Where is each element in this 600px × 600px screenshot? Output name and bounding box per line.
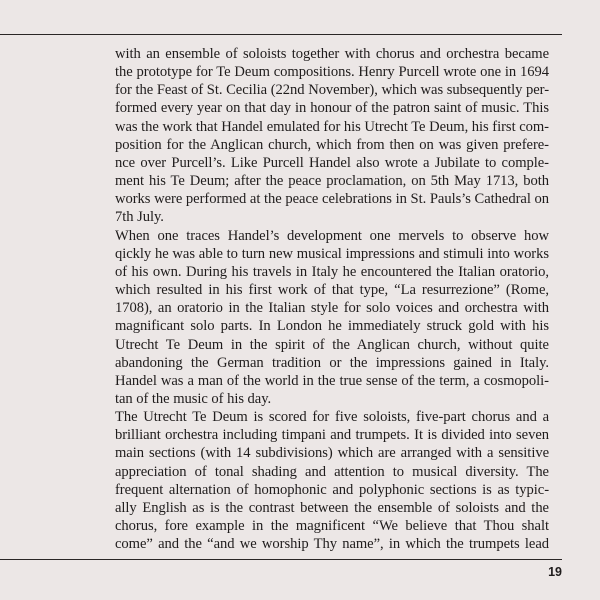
- text-line: come” and the “and we worship Thy name”, in which the trumpets lead: [115, 536, 549, 553]
- text-line: Utrecht Te Deum in the spirit of the Anglican church, without quite: [115, 336, 549, 353]
- text-line: with an ensemble of soloists together with chorus and orchestra became: [115, 46, 549, 62]
- text-line: formed every year on that day in honour of the patron saint of music. This: [115, 100, 549, 117]
- body-text: [115, 45, 549, 553]
- text-line: 7th July.: [115, 209, 164, 226]
- text-line: was the work that Handel emulated for his Utrecht Te Deum, his first com-: [115, 118, 549, 135]
- text-line: works were performed at the peace celebrations in St. Pauls’s Cathedral on: [115, 191, 549, 208]
- text-line: appreciation of tonal shading and attention to musical diversity. The: [115, 463, 549, 480]
- text-line: ment his Te Deum; after the peace proclamation, on 5th May 1713, both: [115, 173, 549, 190]
- text-line: position for the Anglican church, which from then on was given prefere-: [115, 136, 549, 153]
- text-line: for the Feast of St. Cecilia (22nd November), which was subsequently per-: [115, 82, 549, 99]
- page-number: 19: [548, 565, 562, 579]
- top-rule: [0, 34, 562, 35]
- text-line: brilliant orchestra including timpani and trumpets. It is divided into seven: [115, 427, 549, 444]
- paragraph-purcell: [115, 45, 549, 227]
- text-line: chorus, fore example in the magnificent “We believe that Thou shalt: [115, 518, 549, 535]
- text-line: frequent alternation of homophonic and polyphonic sections is as typic-: [115, 481, 549, 498]
- text-line: of his own. During his travels in Italy he encountered the Italian oratorio,: [115, 263, 549, 280]
- text-line: ally English as is the contrast between the ensemble of soloists and the: [115, 499, 549, 516]
- text-line: abandoning the German tradition or the impressions gained in Italy.: [115, 354, 549, 371]
- text-line: tan of the music of his day.: [115, 390, 272, 407]
- text-line: Handel was a man of the world in the true sense of the term, a cosmopoli-: [115, 372, 549, 389]
- paragraph-handel-development: [115, 227, 549, 409]
- text-line: which resulted in his first work of that type, “La resurrezione” (Rome,: [115, 282, 549, 299]
- text-line: The Utrecht Te Deum is scored for five soloists, five-part chorus and a: [115, 409, 549, 426]
- bottom-rule: [0, 559, 562, 560]
- text-line: nce over Purcell’s. Like Purcell Handel also wrote a Jubilate to comple-: [115, 154, 549, 171]
- text-line: main sections (with 14 subdivisions) which are arranged with a sensitive: [115, 445, 549, 462]
- text-line: magnificant solo parts. In London he immediately struck gold with his: [115, 318, 549, 335]
- text-line: the prototype for Te Deum compositions. Henry Purcell wrote one in 1694: [115, 64, 549, 81]
- text-line: 1708), an oratorio in the Italian style for solo voices and orchestra with: [115, 300, 549, 317]
- paragraph-utrecht-scoring: [115, 408, 549, 553]
- text-line: qickly he was able to turn new musical impressions and stimuli into works: [115, 245, 549, 262]
- text-line: When one traces Handel’s development one mervels to observe how: [115, 227, 549, 244]
